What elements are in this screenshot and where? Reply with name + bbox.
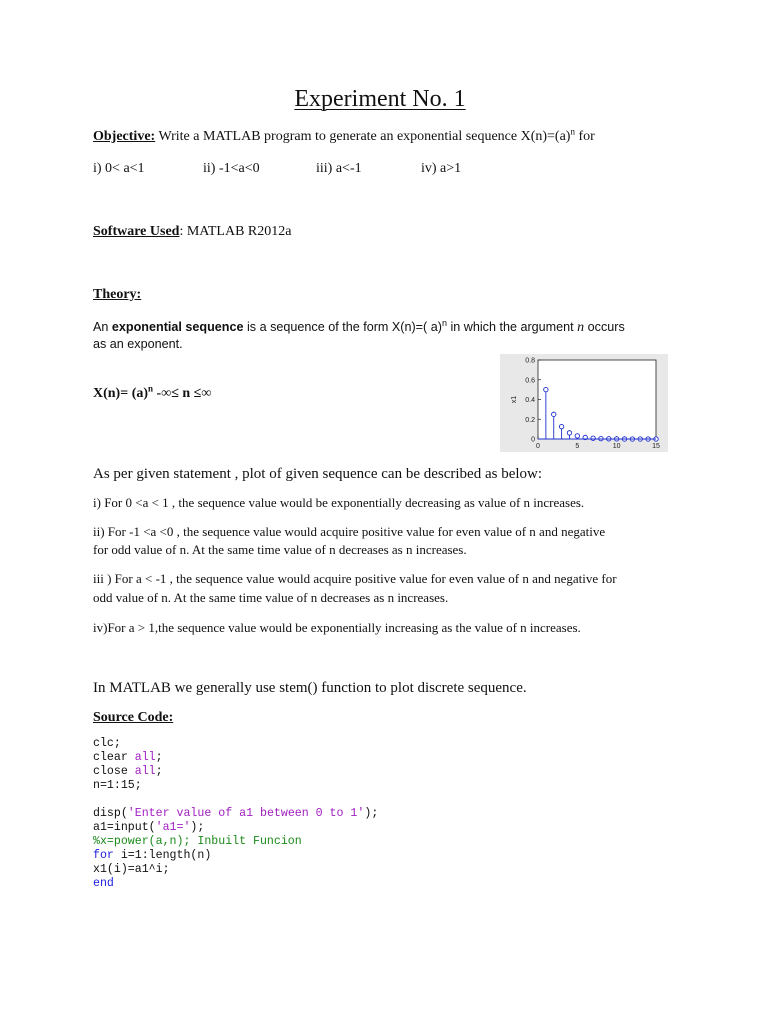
theory-var: n [577, 320, 585, 335]
item-3-cont: odd value of n. At the same time value of n decreases as n increases. [93, 590, 449, 605]
theory-line-2: as an exponent. [93, 337, 183, 351]
stem-marker [591, 436, 595, 440]
item-1: i) For 0 <a < 1 , the sequence value would be exponentially decreasing as value of n increases. [93, 495, 585, 510]
source-code-heading: Source Code: [93, 710, 174, 725]
case-4: iv) a>1 [421, 161, 462, 176]
theory-text: An [93, 320, 112, 334]
code-line-blank [93, 793, 378, 807]
x-tick-label: 15 [652, 443, 660, 450]
item-3: iii ) For a < -1 , the sequence value would acquire positive value for even value of n and negative for [93, 571, 617, 586]
stem-marker [567, 431, 571, 435]
stem-marker [575, 434, 579, 438]
objective [93, 128, 595, 146]
theory-text: in which the argument [446, 320, 578, 334]
theory-heading: Theory: [93, 287, 142, 302]
statement: As per given statement , plot of given sequence can be described as below: [93, 466, 543, 482]
y-tick-label: 0.8 [525, 357, 535, 365]
y-tick-label: 0 [531, 436, 535, 444]
objective-label: Objective: [93, 129, 156, 144]
code-line: end [93, 877, 114, 890]
theory-sup: n [441, 317, 447, 328]
code-line: n=1:15; [93, 779, 142, 792]
x-tick-label: 0 [536, 443, 540, 450]
case-2: ii) -1<a<0 [203, 161, 260, 176]
code-line: clear all; [93, 751, 163, 764]
formula-sup: n [148, 383, 154, 394]
formula [93, 385, 211, 403]
y-tick-label: 0.2 [525, 416, 535, 424]
plot-area [538, 360, 656, 439]
x-tick-label: 5 [575, 443, 580, 450]
stem-note: In MATLAB we generally use stem() function to plot discrete sequence. [93, 680, 527, 696]
theory-text: occurs [584, 320, 625, 334]
item-2-cont: for odd value of n. At the same time value of n decreases as n increases. [93, 542, 467, 557]
case-3: iii) a<-1 [316, 161, 362, 176]
code-line: for i=1:length(n) [93, 849, 212, 862]
stem-plot [500, 354, 668, 452]
theory-text: is a sequence of the form X(n)=( a) [243, 320, 442, 334]
y-tick-label: 0.4 [525, 397, 535, 404]
stem-marker [559, 424, 563, 428]
y-axis-label: x1 [511, 395, 518, 404]
case-1: i) 0< a<1 [93, 161, 145, 176]
code-line: clc; [93, 737, 121, 750]
code-comment: %x=power(a,n); Inbuilt Funcion [93, 835, 302, 848]
code-line: disp('Enter value of a1 between 0 to 1'); [93, 807, 379, 820]
y-tick-label: 0.6 [525, 377, 535, 385]
stem-plot-svg [500, 354, 668, 452]
x-tick-label: 10 [612, 443, 621, 450]
stem-marker [552, 412, 556, 416]
theory-bold: exponential sequence [111, 320, 244, 334]
code-line: x1(i)=a1^i; [93, 863, 170, 876]
objective-tail: for [574, 129, 595, 144]
item-4: iv)For a > 1,the sequence value would be exponentially increasing as the value of n increases. [93, 620, 581, 635]
software-label: Software Used [93, 224, 180, 239]
formula-range: -∞≤ n ≤∞ [153, 386, 212, 401]
stem-marker [544, 387, 548, 391]
software-used [93, 223, 291, 241]
code-block [93, 737, 378, 891]
objective-sup: n [570, 126, 575, 137]
code-line: a1=input('a1='); [93, 821, 205, 834]
item-2: ii) For -1 <a <0 , the sequence value would acquire positive value for even value of n and negative [93, 524, 606, 539]
formula-main: X(n)= (a) [93, 386, 149, 401]
code-line: close all; [93, 765, 163, 778]
page-title: Experiment No. 1 [294, 86, 466, 112]
objective-text: Write a MATLAB program to generate an exponential sequence X(n)=(a) [155, 129, 571, 144]
software-text: : MATLAB R2012a [179, 224, 292, 239]
